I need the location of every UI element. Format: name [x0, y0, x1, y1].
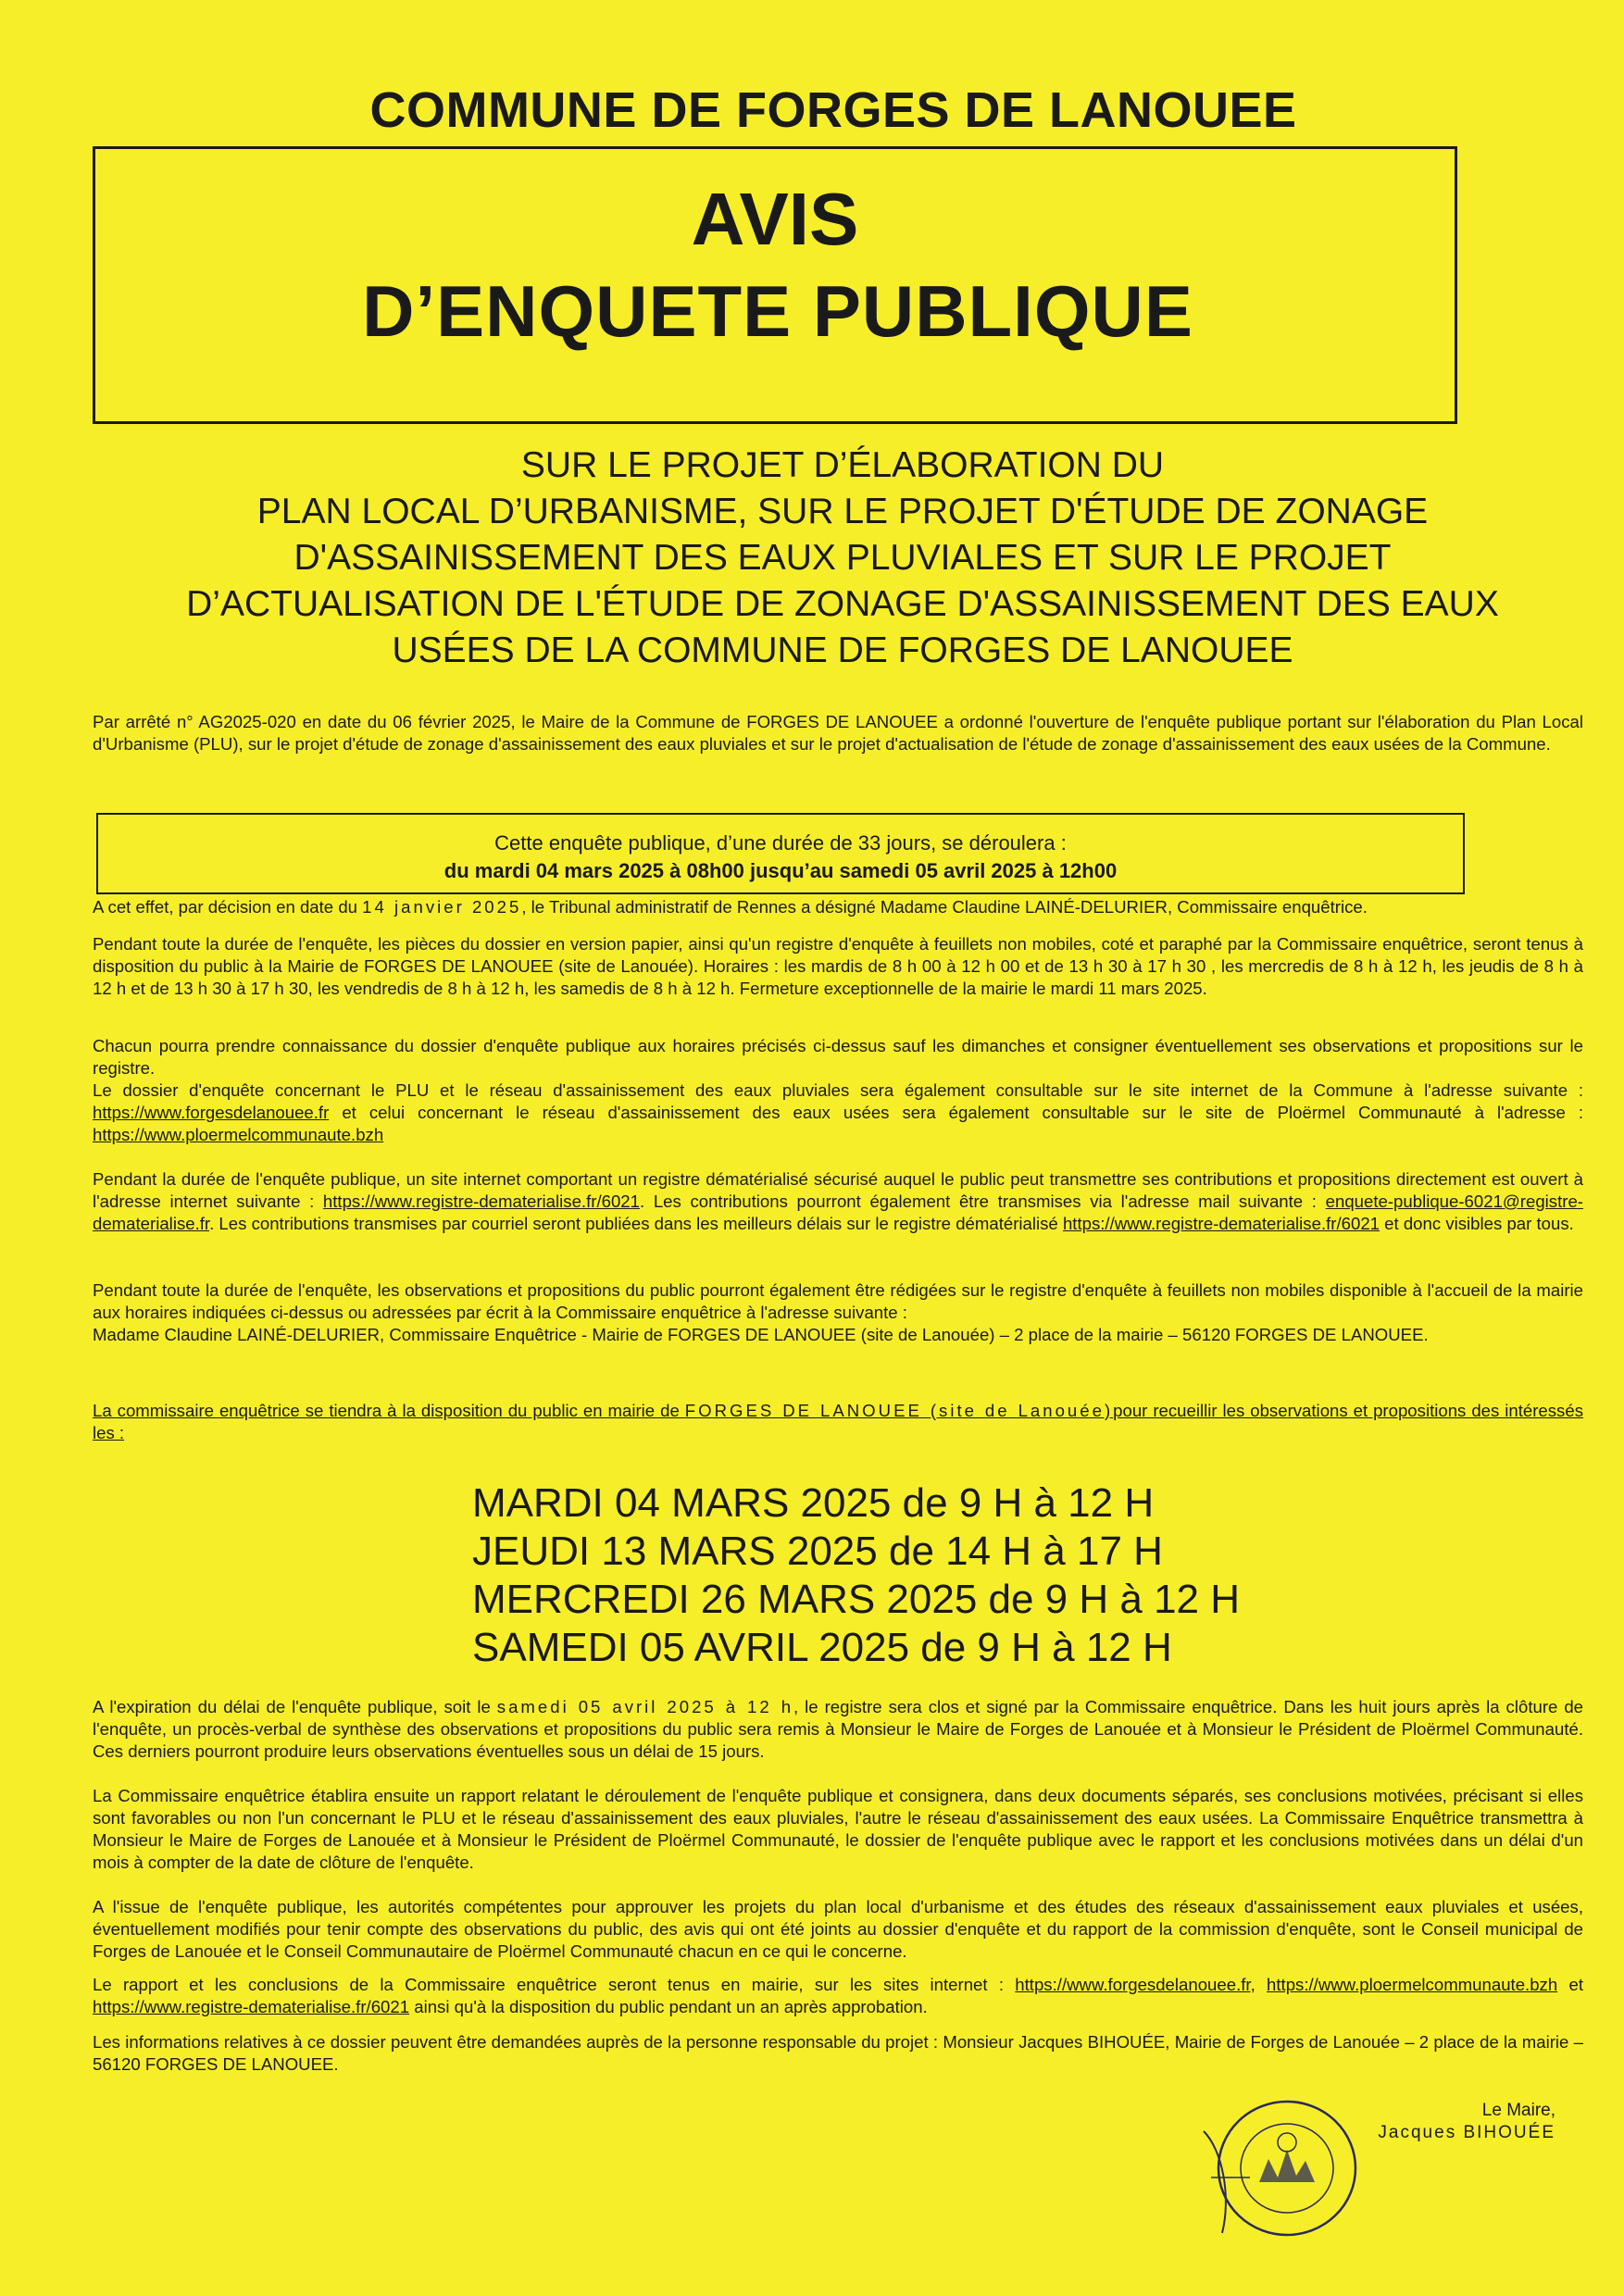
observations-paragraph: Pendant toute la durée de l'enquête, les observations et propositions du public pourront également être rédigées sur le registre d'enquête à feuillets non mobiles disponible à l'accueil de la mairie aux horaires indiquées ci-dessus ou adressées par écrit à la Commissaire enquêtrice à l'adresse suivante :	[93, 1280, 1583, 1322]
text: et donc visibles par tous.	[1380, 1214, 1574, 1233]
title-enquete-publique: D’ENQUETE PUBLIQUE	[362, 270, 1193, 352]
signature-block	[1278, 2100, 1555, 2144]
title-box	[93, 146, 1457, 424]
register-link[interactable]: https://www.registre-dematerialise.fr/6021	[322, 1192, 640, 1211]
register-link[interactable]: https://www.registre-dematerialise.fr/6021	[93, 1997, 410, 2016]
dossier-paragraph	[93, 1079, 1583, 1146]
subject-line: D’ACTUALISATION DE L'ÉTUDE DE ZONAGE D'ASSAINISSEMENT DES EAUX	[186, 584, 1499, 624]
register-link[interactable]: https://www.registre-dematerialise.fr/6021	[1062, 1214, 1380, 1233]
permanence-date: MERCREDI 26 MARS 2025 de 9 H à 12 H	[472, 1577, 1241, 1622]
text: , le registre sera clos et signé par la Commissaire enquêtrice. Dans les huit jours après la clôture de l'enquête, un procès-verbal de synthèse des observations et propositions du public sera remis à Monsieur le Maire de Forges de Lanouée et à Monsieur le Président de Ploërmel Communauté. Ces derniers pourront produire leurs observations éventuelles sous un délai de 15 jours.	[93, 1697, 1584, 1761]
title-avis: AVIS	[691, 178, 859, 260]
tribunal-paragraph	[93, 896, 1583, 918]
text: Pendant la durée de l'enquête publique, un site internet comportant un registre dématérialisé sécurisé auquel le public peut transmettre ses contributions et propositions directement est ouvert à l'adresse internet suivante :	[93, 1169, 1583, 1211]
duration-box	[96, 813, 1465, 894]
text: , le Tribunal administratif de Rennes a désigné Madame Claudine LAINÉ-DELURIER, Commissaire enquêtrice.	[521, 897, 1368, 917]
commune-heading: COMMUNE DE FORGES DE LANOUEE	[369, 82, 1297, 138]
intro-paragraph: Par arrêté n° AG2025-020 en date du 06 février 2025, le Maire de la Commune de FORGES DE LANOUEE a ordonné l'ouverture de l'enquête publique portant sur l'élaboration du Plan Local d'Urbanisme (PLU), sur le projet d'étude de zonage d'assainissement des eaux pluviales et sur le projet d'actualisation de l'étude de zonage d'assainissement des eaux usées de la Commune.	[93, 712, 1583, 754]
permanence-date: JEUDI 13 MARS 2025 de 14 H à 17 H	[472, 1529, 1163, 1574]
text: A cet effet, par décision en date du	[93, 897, 363, 917]
rapport-paragraph: La Commissaire enquêtrice établira ensuite un rapport relatant le déroulement de l'enquête publique et consignera, dans deux documents séparés, ses conclusions motivées, précisant si elles sont favorables ou non l'un concernant le PLU et le réseau d'assainissement des eaux pluviales, l'autre le réseau d'assainissement des eaux usées. La Commissaire Enquêtrice transmettra à Monsieur le Maire de Forges de Lanouée et à Monsieur le Président de Ploërmel Communauté, le dossier de l'enquête publique avec le rapport et les conclusions motivées dans un délai d'un mois à compter de la date de clôture de l'enquête.	[93, 1786, 1583, 1872]
text: A l'expiration du délai de l'enquête publique, soit le	[93, 1697, 497, 1716]
address-paragraph: Madame Claudine LAINÉ-DELURIER, Commissaire Enquêtrice - Mairie de FORGES DE LANOUEE (site de Lanouée) – 2 place de la mairie – 56120 FORGES DE LANOUEE.	[93, 1325, 1429, 1344]
commune-website-link[interactable]: https://www.forgesdelanouee.fr	[1015, 1975, 1251, 1994]
text: La commissaire enquêtrice se tiendra à la disposition du public en mairie de	[93, 1401, 685, 1420]
signature-role: Le Maire,	[1481, 2101, 1555, 2120]
subject-line: SUR LE PROJET D’ÉLABORATION DU	[520, 445, 1165, 485]
consultation-paragraph: Chacun pourra prendre connaissance du dossier d'enquête publique aux horaires précisés ci-dessus sauf les dimanches et consigner éventuellement ses observations et propositions sur le registre.	[93, 1036, 1583, 1078]
signature-name: Jacques BIHOUÉE	[1378, 2123, 1555, 2142]
designation-date: 14 janvier 2025	[362, 897, 522, 917]
duration-line: Cette enquête publique, d’une durée de 33 jours, se déroulera :	[494, 831, 1067, 855]
commune-website-link[interactable]: https://www.forgesdelanouee.fr	[93, 1103, 330, 1122]
duration-dates: du mardi 04 mars 2025 à 08h00 jusqu’au samedi 05 avril 2025 à 12h00	[443, 859, 1118, 882]
ploermel-website-link[interactable]: https://www.ploermelcommunaute.bzh	[1267, 1975, 1558, 1994]
information-paragraph: Les informations relatives à ce dossier peuvent être demandées auprès de la personne responsable du projet : Monsieur Jacques BIHOUÉE, Mairie de Forges de Lanouée – 2 place de la mairie – 56120 FORGES DE LANOUEE.	[93, 2032, 1583, 2074]
online-register-paragraph	[93, 1168, 1583, 1235]
text: ,	[1250, 1975, 1268, 1994]
place-name: FORGES DE LANOUEE (site de Lanouée)	[684, 1401, 1114, 1420]
subject-line: USÉES DE LA COMMUNE DE FORGES DE LANOUEE	[392, 630, 1293, 670]
subject-line: PLAN LOCAL D’URBANISME, SUR LE PROJET D'ÉTUDE DE ZONAGE	[256, 492, 1429, 531]
permanence-date: MARDI 04 MARS 2025 de 9 H à 12 H	[472, 1480, 1155, 1526]
expiration-paragraph	[93, 1696, 1583, 1763]
approval-paragraph: A l'issue de l'enquête publique, les autorités compétentes pour approuver les projets du plan local d'urbanisme et des études des réseaux d'assainissement eaux pluviales et usées, éventuellement modifiés pour tenir compte des observations du public, des avis qui ont été joints au dossier d'enquête et du rapport de la commission d'enquête, sont le Conseil municipal de Forges de Lanouée et le Conseil Communautaire de Ploërmel Communauté chacun en ce qui le concerne.	[93, 1897, 1583, 1961]
text: Le dossier d'enquête concernant le PLU et le réseau d'assainissement des eaux pluviales sera également consultable sur le site internet de la Commune à l'adresse suivante :	[93, 1080, 1583, 1100]
text: . Les contributions transmises par courriel seront publiées dans les meilleurs délais sur le registre dématérialisé	[209, 1214, 1063, 1233]
text: et	[1557, 1975, 1583, 1994]
permanence-date: SAMEDI 05 AVRIL 2025 de 9 H à 12 H	[472, 1625, 1172, 1670]
conclusions-paragraph	[93, 1974, 1583, 2018]
permanences-paragraph	[93, 1400, 1583, 1444]
enquete-email-link[interactable]: enquete-publique-6021@registre-dematerialise.fr	[93, 1192, 1583, 1233]
availability-paragraph: Pendant toute la durée de l'enquête, les pièces du dossier en version papier, ainsi qu'un registre d'enquête à feuillets non mobiles, coté et paraphé par la Commissaire enquêtrice, seront tenus à disposition du public à la Mairie de FORGES DE LANOUEE (site de Lanouée). Horaires : les mardis de 8 h 00 à 12 h 00 et de 13 h 30 à 17 h 30 , les mercredis de 8 h à 12 h, les jeudis de 8 h à 12 h et de 13 h 30 à 17 h 30, les vendredis de 8 h à 12 h, les samedis de 8 h à 12 h. Fermeture exceptionnelle de la mairie le mardi 11 mars 2025.	[93, 934, 1583, 998]
text: pour recueillir les observations et propositions des intéressés les :	[93, 1401, 1583, 1442]
subject-heading	[139, 443, 1546, 674]
closing-date: samedi 05 avril 2025 à 12 h	[496, 1697, 794, 1716]
ploermel-website-link[interactable]: https://www.ploermelcommunaute.bzh	[93, 1125, 384, 1144]
permanence-dates	[472, 1479, 1398, 1672]
text: et celui concernant le réseau d'assainissement des eaux usées sera également consultable sur le site de Ploërmel Communauté à l'adresse :	[329, 1103, 1583, 1122]
text: ainsi qu'à la disposition du public pendant un an après approbation.	[409, 1997, 928, 2016]
subject-line: D'ASSAINISSEMENT DES EAUX PLUVIALES ET SUR LE PROJET	[294, 538, 1392, 578]
text: Le rapport et les conclusions de la Commissaire enquêtrice seront tenus en mairie, sur les sites internet :	[93, 1975, 1016, 1994]
text: . Les contributions pourront également être transmises via l'adresse mail suivante :	[639, 1192, 1326, 1211]
